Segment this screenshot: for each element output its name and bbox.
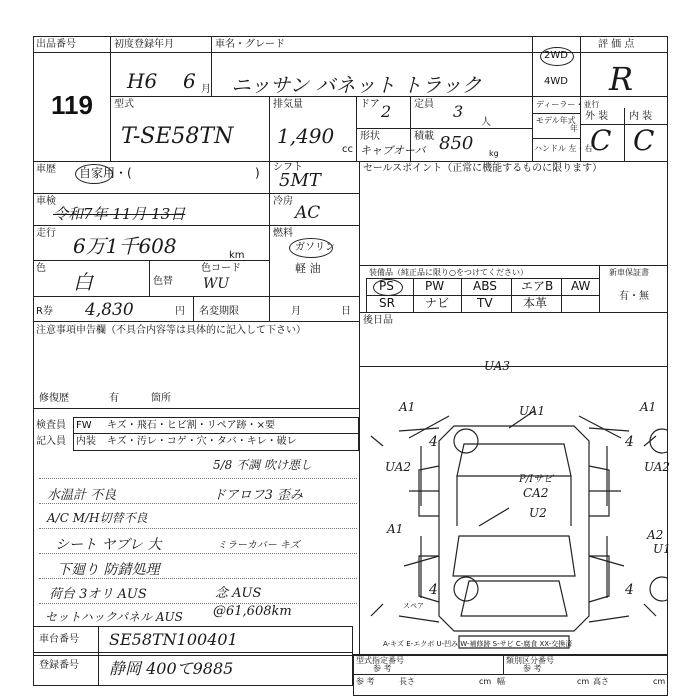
dmg-ca2: CA2: [523, 486, 549, 500]
registration-label: 登録番号: [39, 660, 79, 671]
dmg-ua2-right: UA2: [644, 460, 671, 474]
ac-label: 冷房: [273, 196, 293, 207]
equip-navi: ナビ: [425, 296, 450, 310]
drive-4wd: 4WD: [544, 76, 568, 87]
equip-abs: ABS: [473, 279, 497, 293]
fw-label: FW: [76, 420, 92, 431]
equip-pw: PW: [425, 279, 445, 293]
fw-items: キズ・飛石・ヒビ割・リペア跡・×要: [107, 420, 275, 431]
note-right-1: 5/8 不調 吹け悪し: [213, 458, 312, 472]
month-unit: 月: [201, 84, 211, 95]
equip-tv: TV: [477, 296, 493, 310]
color-change-label: 色替: [153, 276, 173, 287]
mileage-label: 走行: [36, 228, 56, 239]
dmg-pillar-rust: P/Iサビ: [519, 474, 554, 485]
inspection-label: 車検: [36, 196, 56, 207]
km-unit: km: [229, 250, 245, 261]
lot-number: 119: [51, 90, 93, 120]
color-code-label: 色コード: [201, 263, 241, 274]
recycle-label: R券: [36, 306, 53, 317]
first-reg-label: 初度登録年月: [114, 39, 174, 50]
yen-unit: 円: [175, 306, 185, 317]
lot-label: 出品番号: [36, 39, 76, 50]
shift-label: シフト: [273, 162, 303, 173]
after-items-label: 後日品: [363, 315, 393, 326]
note-left-1: 水温計 不良: [47, 488, 117, 503]
type-cert-ref: 参 考: [373, 664, 392, 673]
dmg-ua2-left: UA2: [385, 460, 412, 474]
mileage-value: 6万1千608: [73, 234, 177, 258]
chassis-label: 車台番号: [39, 634, 79, 645]
warranty-value: 有・無: [619, 291, 649, 302]
width-label: 幅: [497, 677, 505, 686]
expiry-label: 名変期限: [199, 306, 239, 317]
note-right-4: 念 AUS: [215, 586, 262, 601]
note-left-3: シート ヤブレ 大: [55, 537, 162, 553]
interior-label: 内 装: [629, 111, 653, 122]
dealer-label: ディーラー・並行: [536, 100, 600, 109]
note-left-2: A/C M/H切替不良: [47, 511, 148, 525]
registration-number: 静岡 400て9885: [109, 659, 234, 678]
exterior-label: 外 装: [585, 111, 609, 122]
equip-ps: PS: [379, 279, 394, 293]
doors-label: ドア: [360, 99, 380, 110]
equip-airbag: エアB: [521, 279, 554, 293]
tire-rear-left: 4: [429, 582, 438, 598]
repair-yes: 有: [109, 393, 119, 404]
handle-label: ハンドル 左・右: [534, 144, 593, 153]
width-unit: cm: [577, 677, 590, 686]
dmg-a1-front-right: A1: [640, 400, 657, 414]
dmg-a1-rear-left: A1: [387, 522, 404, 536]
shift-value: 5MT: [279, 170, 321, 191]
capacity-label: 定員: [414, 99, 434, 110]
tire-front-right: 4: [625, 434, 634, 450]
model-code: T-SE58TN: [121, 124, 234, 149]
equip-aw: AW: [571, 279, 591, 293]
note-right-2: ドアロフ3 歪み: [213, 488, 304, 503]
tire-front-left: 4: [429, 434, 438, 450]
dmg-ua1: UA1: [519, 404, 546, 418]
interior-grade: C: [633, 124, 655, 157]
color-label: 色: [36, 263, 46, 274]
note-left-4: 下廻り 防錆処理: [57, 562, 160, 578]
repair-place: 箇所: [151, 393, 171, 404]
load-label: 積載: [414, 131, 434, 142]
equipment-label: 装備品（純正品に限り○をつけてください）: [369, 268, 528, 277]
size-ref: 参 考: [356, 677, 375, 686]
note-right-3: ミラーカバー キズ: [217, 540, 300, 551]
auction-sheet: [33, 36, 671, 696]
equip-sr: SR: [379, 296, 395, 310]
dmg-u1: U1: [653, 542, 671, 556]
fuel-gas: ガソリン: [295, 242, 335, 253]
spare-label: スペア: [403, 602, 424, 610]
kg-unit: kg: [489, 149, 499, 158]
model-year-label: モデル年式: [536, 116, 576, 125]
height-unit: cm: [653, 677, 666, 686]
car-name: ニッサン バネット トラック: [231, 73, 482, 97]
fuel-diesel: 軽 油: [295, 262, 321, 275]
history-close: ): [255, 166, 260, 180]
fuel-label: 燃料: [273, 228, 293, 239]
height-label: 高さ: [593, 677, 609, 686]
sales-point-label: セールスポイント（正常に機能するものに限ります）: [363, 163, 603, 174]
chassis-number: SE58TN100401: [109, 630, 238, 649]
recorder-label: 記入員: [36, 436, 66, 447]
tire-rear-right: 4: [625, 582, 634, 598]
grade-value: R: [609, 60, 634, 98]
grade-label: 評 価 点: [598, 39, 635, 50]
note-left-6: セットハックパネル AUS: [45, 610, 183, 624]
length-label: 長さ: [399, 677, 415, 686]
load-value: 850: [439, 133, 474, 154]
drive-2wd: 2WD: [544, 50, 568, 61]
recycle-value: 4,830: [85, 300, 134, 320]
capacity-value: 3: [453, 102, 464, 121]
type-cert-label: 型式指定番号: [356, 656, 404, 665]
warranty-label: 新車保証書: [609, 268, 649, 277]
caution-label: 注意事項申告欄（不具合内容等は具体的に記入して下さい）: [36, 325, 306, 336]
car-name-label: 車名・グレード: [215, 39, 285, 50]
note-left-5: 荷台 3オリ AUS: [49, 587, 147, 602]
exterior-grade: C: [590, 124, 612, 157]
dmg-a1-front-left: A1: [399, 400, 416, 414]
interior-label-2: 内装: [76, 436, 96, 447]
first-reg-era: H6: [127, 69, 158, 93]
dmg-u2: U2: [529, 506, 547, 520]
shape-value: キャブオーバ: [360, 144, 426, 157]
class-ref: 参 考: [523, 664, 542, 673]
equip-leather: 本革: [523, 296, 548, 310]
note-right-5: @61,608km: [213, 604, 292, 619]
interior-items: キズ・汚レ・コゲ・穴・タバ・キレ・破レ: [107, 436, 297, 447]
displacement-value: 1,490: [277, 124, 335, 148]
length-unit: cm: [479, 677, 492, 686]
color-code-value: WU: [203, 276, 230, 292]
color-value: 白: [73, 270, 93, 294]
class-label: 類別区分番号: [506, 656, 554, 665]
displacement-label: 排気量: [273, 99, 303, 110]
first-reg-month: 6: [183, 69, 196, 93]
damage-legend: A-キズ E-エクボ U-凹み W-補修跡 S-サビ C-腐食 XX-交換済: [383, 640, 573, 648]
expiry-day: 日: [341, 306, 351, 317]
dmg-ua3: UA3: [484, 359, 511, 373]
year-suffix: 年: [570, 124, 578, 133]
model-type-label: 型式: [114, 99, 134, 110]
dmg-a2: A2: [647, 528, 664, 542]
inspector-label: 検査員: [36, 420, 66, 431]
history-label: 車歴: [36, 164, 56, 175]
person-unit: 人: [481, 117, 491, 128]
cc-unit: cc: [342, 144, 353, 155]
doors-value: 2: [381, 102, 392, 121]
repair-label: 修復歴: [39, 393, 69, 404]
shape-label: 形状: [360, 131, 380, 142]
history-value: 自家用・(: [79, 166, 132, 180]
ac-value: AC: [295, 203, 321, 223]
expiry-month: 月: [291, 306, 301, 317]
inspection-value: 令和7年 11月 13日: [53, 205, 186, 223]
